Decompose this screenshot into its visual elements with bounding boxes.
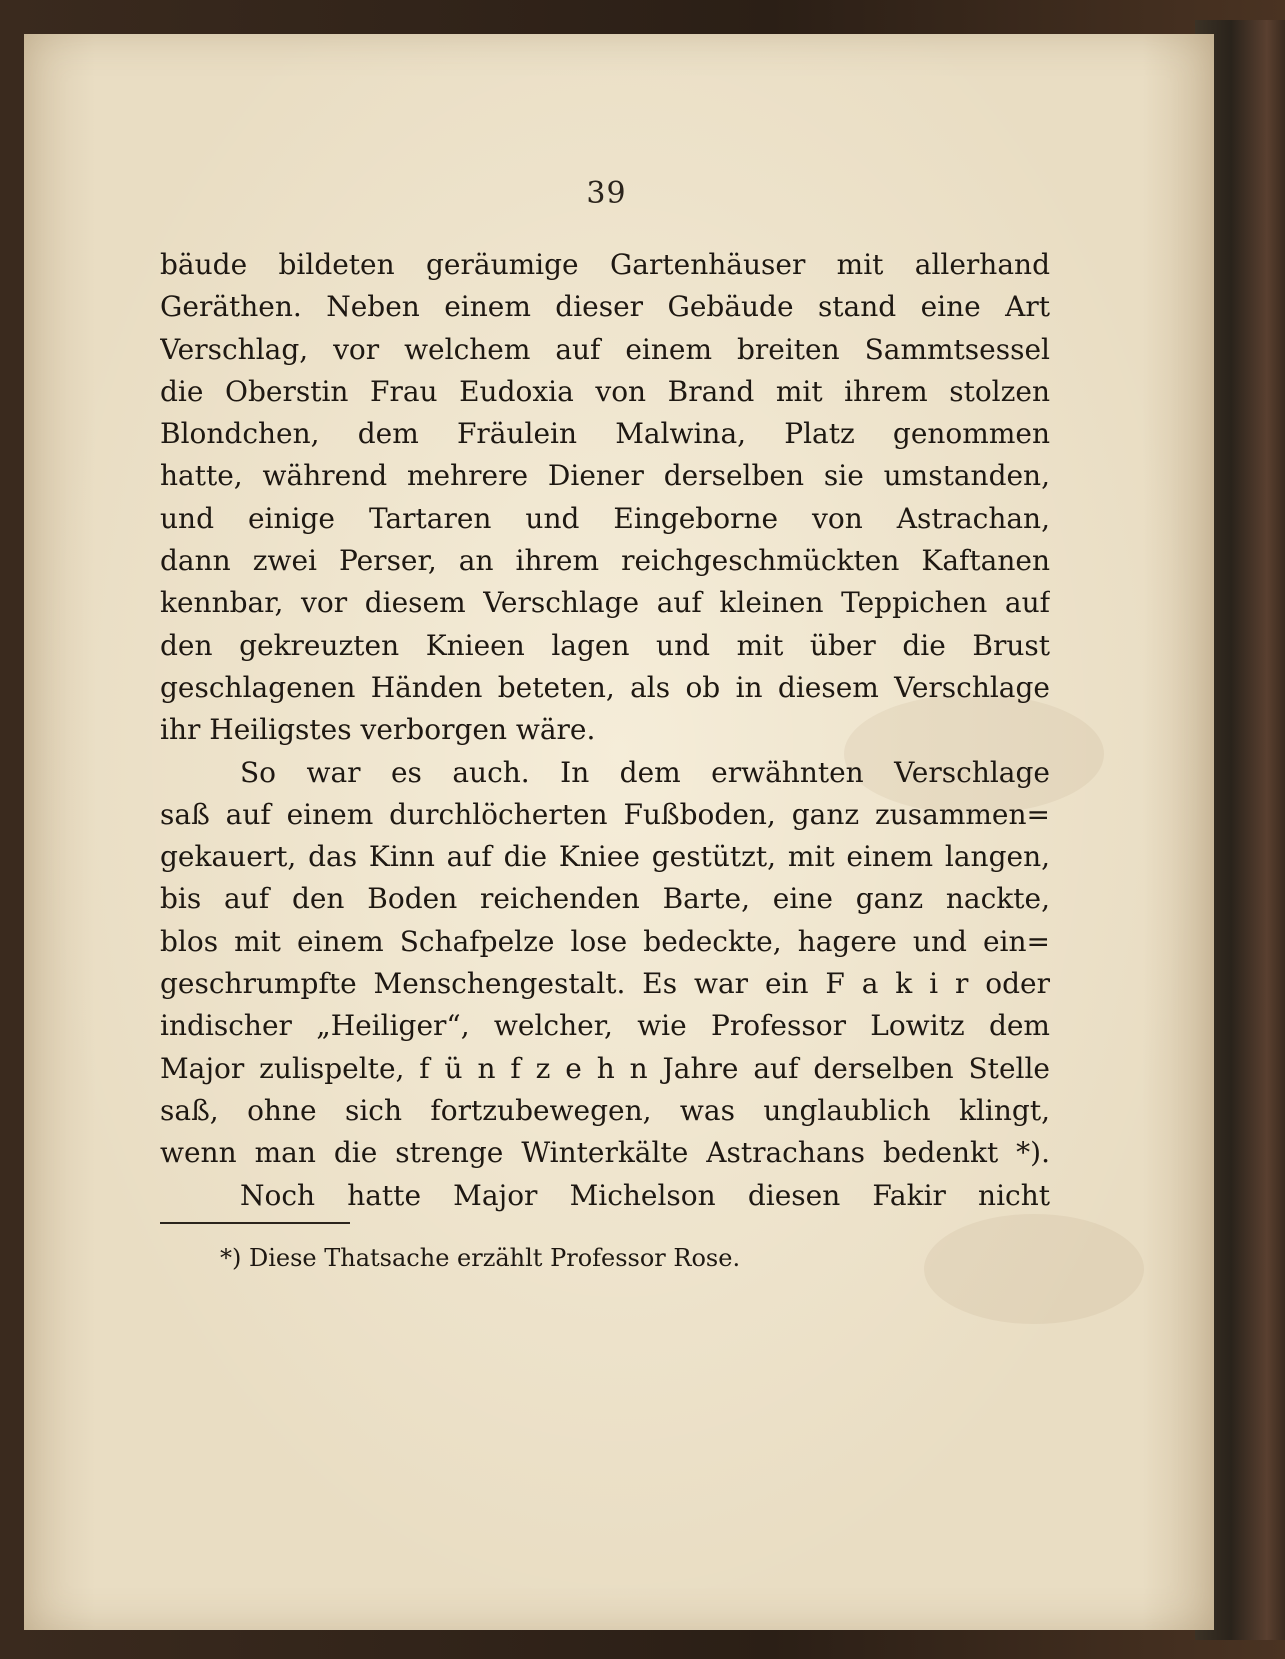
text-line: gekauert, das Kinn auf die Kniee gestützt, mit einem langen, [160,840,1050,874]
text-line: kennbar, vor diesem Verschlage auf kleinen Teppichen auf [160,586,1050,620]
text-line: saß auf einem durchlöcherten Fußboden, ganz zusammen= [160,797,1050,831]
text-line: So war es auch. In dem erwähnten Verschlage [240,755,1050,789]
text-line: geschrumpfte Menschengestalt. Es war ein F a k i r oder [160,967,1050,1001]
text-line: und einige Tartaren und Eingeborne von Astrachan, [160,501,1050,535]
text-line: die Oberstin Frau Eudoxia von Brand mit ihrem stolzen [160,374,1050,408]
paper-stain [924,1214,1144,1324]
text-line: ihr Heiligstes verborgen wäre. [160,713,596,747]
text-line: saß, ohne sich fortzubewegen, was unglaublich klingt, [160,1093,1050,1127]
text-line: hatte, während mehrere Diener derselben sie umstanden, [160,459,1050,493]
text-line: Verschlag, vor welchem auf einem breiten Sammtsessel [160,332,1050,366]
page-number: 39 [586,176,627,211]
footnote: *) Diese Thatsache erzählt Professor Rose. [220,1244,741,1272]
body-text [160,244,1050,1217]
text-line: wenn man die strenge Winterkälte Astrachans bedenkt *). [160,1136,1050,1170]
text-line: geschlagenen Händen beteten, als ob in diesem Verschlage [160,670,1050,704]
text-line: blos mit einem Schafpelze lose bedeckte, hagere und ein= [160,924,1050,958]
footnote-divider [160,1222,350,1224]
text-line: Blondchen, dem Fräulein Malwina, Platz genommen [160,417,1050,451]
text-line: Noch hatte Major Michelson diesen Fakir nicht [240,1178,1050,1212]
text-line: dann zwei Perser, an ihrem reichgeschmückten Kaftanen [160,544,1050,578]
text-line: bäude bildeten geräumige Gartenhäuser mit allerhand [160,248,1050,281]
text-line: den gekreuzten Knieen lagen und mit über die Brust [160,628,1050,662]
text-line: bis auf den Boden reichenden Barte, eine ganz nackte, [160,882,1050,916]
text-line: Major zulispelte, f ü n f z e h n Jahre auf derselben Stelle [160,1051,1050,1085]
text-line: Geräthen. Neben einem dieser Gebäude stand eine Art [160,290,1050,324]
text-line: indischer „Heiliger“, welcher, wie Professor Lowitz dem [160,1009,1050,1043]
